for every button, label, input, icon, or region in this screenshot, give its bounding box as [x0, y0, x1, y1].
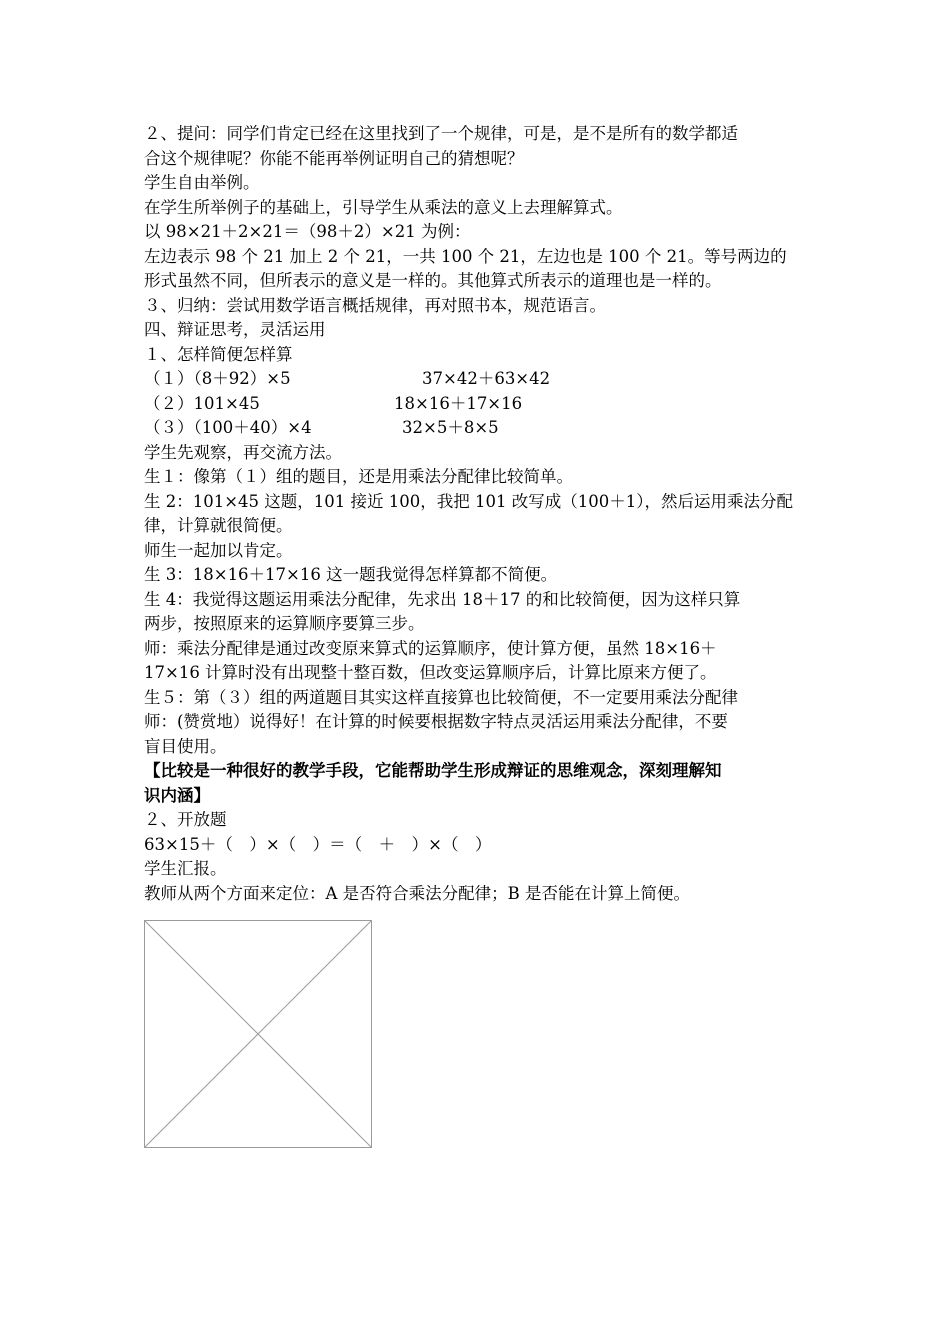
exercise-row — [144, 367, 812, 392]
text-line: 学生汇报。 — [144, 859, 227, 878]
text-line: 师：乘法分配律是通过改变原来算式的运算顺序，使计算方便，虽然 18×16＋ — [144, 638, 717, 658]
broken-image-icon — [145, 921, 371, 1147]
text-line: 师：(赞赏地）说得好！在计算的时候要根据数字特点灵活运用乘法分配律，不要 — [144, 712, 728, 731]
exercise-right: 18×16＋17×16 — [394, 393, 523, 413]
text-line: 生 4：我觉得这题运用乘法分配律，先求出 18＋17 的和比较简便，因为这样只算 — [144, 589, 741, 609]
exercise-right: 32×5＋8×5 — [402, 418, 499, 437]
text-line: 生 3：18×16＋17×16 这一题我觉得怎样算都不简便。 — [144, 565, 558, 584]
text-line: 生１：像第（１）组的题目，还是用乘法分配律比较简单。 — [144, 467, 573, 486]
exercise-left: （３）（100＋40）×4 — [144, 418, 312, 437]
equation-line: 63×15＋（ ）×（ ）＝（ ＋ ）×（ ） — [144, 834, 492, 854]
text-line: 以 98×21＋2×21＝（98＋2）×21 为例： — [144, 222, 471, 241]
text-line: 教师从两个方面来定位：A 是否符合乘法分配律；B 是否能在计算上简便。 — [144, 883, 691, 903]
commentary-note — [144, 759, 812, 808]
paragraph-group-bottom — [144, 808, 812, 906]
text-line: 盲目使用。 — [144, 736, 227, 756]
text-line: 形式虽然不同，但所表示的意义是一样的。其他算式所表示的道理也是一样的。 — [144, 271, 722, 290]
text-line: 两步，按照原来的运算顺序要算三步。 — [144, 614, 425, 633]
paragraph-group-top — [144, 122, 812, 367]
exercise-row — [144, 416, 812, 441]
text-line: 17×16 计算时没有出现整十整百数，但改变运算顺序后，计算比原来方便了。 — [144, 663, 717, 682]
exercise-left: （２）101×45 — [144, 393, 260, 413]
exercise-right: 37×42＋63×42 — [422, 369, 551, 388]
subsection-heading: １、怎样简便怎样算 — [144, 344, 293, 364]
text-line: 左边表示 98 个 21 加上 2 个 21，一共 100 个 21，左边也是 100 个 21。等号两边的 — [144, 246, 787, 266]
paragraph-group-mid — [144, 441, 812, 760]
text-line: 生 2：101×45 这题，101 接近 100，我把 101 改写成（100＋1），然后运用乘法分配 — [144, 491, 794, 511]
text-line: 律，计算就很简便。 — [144, 516, 293, 535]
text-line: 在学生所举例子的基础上，引导学生从乘法的意义上去理解算式。 — [144, 197, 623, 217]
bold-text-line: 识内涵】 — [144, 785, 210, 805]
text-line: ２、提问：同学们肯定已经在这里找到了一个规律，可是，是不是所有的数学都适 — [144, 124, 738, 143]
exercise-list — [144, 367, 812, 441]
exercise-left: （１）（8＋92）×5 — [144, 369, 291, 388]
text-line: 学生先观察，再交流方法。 — [144, 442, 342, 462]
text-line: ３、归纳：尝试用数学语言概括规律，再对照书本，规范语言。 — [144, 295, 606, 315]
bold-text-line: 【比较是一种很好的教学手段，它能帮助学生形成辩证的思维观念，深刻理解知 — [144, 761, 722, 780]
text-line: 学生自由举例。 — [144, 173, 260, 192]
document-body — [144, 122, 812, 906]
text-line: 师生一起加以肯定。 — [144, 540, 293, 560]
exercise-row — [144, 392, 812, 417]
text-line: 生５：第（３）组的两道题目其实这样直接算也比较简便，不一定要用乘法分配律 — [144, 687, 738, 707]
text-line: 合这个规律呢？你能不能再举例证明自己的猜想呢？ — [144, 148, 524, 168]
image-placeholder — [144, 920, 372, 1148]
subsection-heading: ２、开放题 — [144, 810, 227, 829]
section-heading: 四、辩证思考，灵活运用 — [144, 320, 326, 339]
